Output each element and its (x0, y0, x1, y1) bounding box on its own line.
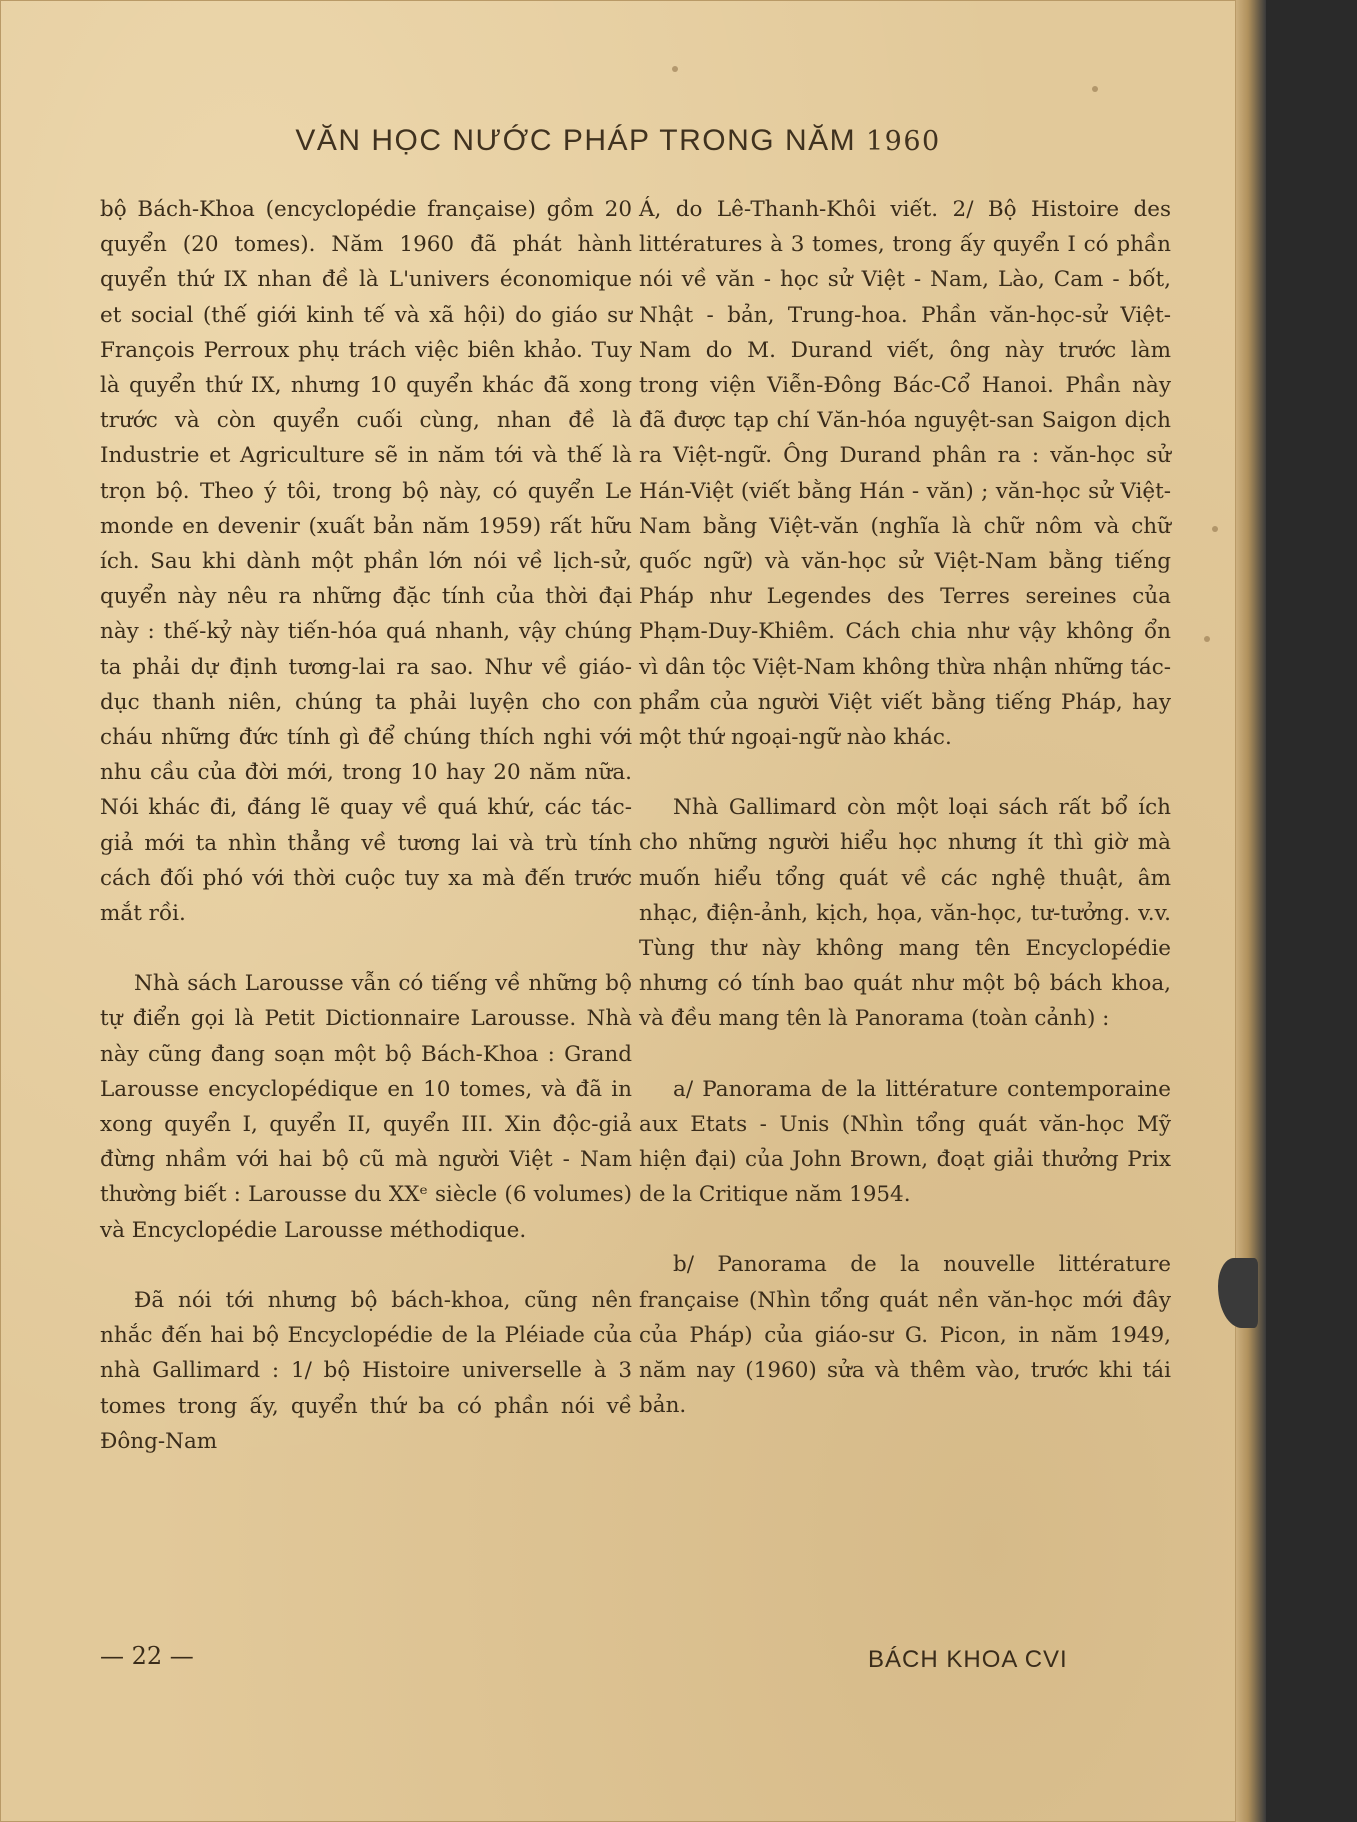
paper-speck (1212, 526, 1218, 532)
paper-speck (1092, 86, 1098, 92)
paragraph: Đã nói tới nhưng bộ bách-khoa, cũng nên nhắc đến hai bộ Encyclopédie de la Pléiade của nhà Gallimard : 1/ bộ Histoire universelle à 3 tomes trong ấy, quyển thứ ba có phần nói về Đông-Nam (100, 1287, 632, 1454)
paragraph: bộ Bách-Khoa (encyclopédie française) gồm 20 quyển (20 tomes). Năm 1960 đã phát hành quyển thứ IX nhan đề là L'univers économique et social (thế giới kinh tế và xã hội) do giáo sư François Perroux phụ trách việc biên khảo. Tuy là quyển thứ IX, nhưng 10 quyển khác đã xong trước và còn quyển cuối cùng, nhan đề là Industrie et Agriculture sẽ in năm tới và thế là trọn bộ. Theo ý tôi, trong bộ này, có quyển Le monde en devenir (xuất bản năm 1959) rất hữu ích. Sau khi dành một phần lớn nói về lịch-sử, quyển này nêu ra những đặc tính của thời đại này : thế-kỷ này tiến-hóa quá nhanh, vậy chúng ta phải dự định tương-lai ra sao. Như về giáo-dục thanh niên, chúng ta phải luyện cho con cháu những đức tính gì để chúng thích nghi với nhu cầu của đời mới, trong 10 hay 20 năm nữa. Nói khác đi, đáng lẽ quay về quá khứ, các tác-giả mới ta nhìn thẳng về tương lai và trù tính cách đối phó với thời cuộc tuy xa mà đến trước mắt rồi. (100, 197, 632, 927)
paragraph: a/ Panorama de la littérature contemporaine aux Etats - Unis (Nhìn tổng quát văn-học Mỹ hiện đại) của John Brown, đoạt giải thưởng Prix de la Critique năm 1954. (639, 1076, 1171, 1208)
paragraph: b/ Panorama de la nouvelle littérature française (Nhìn tổng quát nền văn-học mới đây của Pháp) của giáo-sư G. Picon, in năm 1949, năm nay (1960) sửa và thêm vào, trước khi tái bản. (639, 1252, 1171, 1419)
header-title: VĂN HỌC NƯỚC PHÁP TRONG NĂM (295, 124, 857, 157)
right-column (639, 192, 1171, 1424)
page-header (0, 124, 1236, 158)
page-edge (1236, 0, 1266, 1822)
paper-speck (1204, 636, 1210, 642)
left-column (100, 192, 632, 1459)
paragraph: Nhà Gallimard còn một loại sách rất bổ ích cho những người hiểu học nhưng ít thì giờ mà muốn hiểu tổng quát về các nghệ thuật, âm nhạc, điện-ảnh, kịch, họa, văn-học, tư-tưởng. v.v. Tùng thư này không mang tên Encyclopédie nhưng có tính bao quát như một bộ bách khoa, và đều mang tên là Panorama (toàn cảnh) : (639, 795, 1171, 1032)
page-number: — 22 — (100, 1642, 194, 1670)
header-year: 1960 (865, 126, 941, 157)
paragraph: Nhà sách Larousse vẫn có tiếng về những bộ tự điển gọi là Petit Dictionnaire Larousse. Nhà này cũng đang soạn một bộ Bách-Khoa : Grand Larousse encyclopédique en 10 tomes, và đã in xong quyển I, quyển II, quyển III. Xin độc-giả đừng nhầm với hai bộ cũ mà người Việt - Nam thường biết : Larousse du XXᵉ siècle (6 volumes) và Encyclopédie Larousse méthodique. (100, 971, 632, 1243)
magazine-name: BÁCH KHOA CVI (868, 1646, 1068, 1673)
paragraph: Á, do Lê-Thanh-Khôi viết. 2/ Bộ Histoire des littératures à 3 tomes, trong ấy quyển I có phần nói về văn - học sử Việt - Nam, Lào, Cam - bốt, Nhật - bản, Trung-hoa. Phần văn-học-sử Việt-Nam do M. Durand viết, ông này trước làm trong viện Viễn-Đông Bác-Cổ Hanoi. Phần này đã được tạp chí Văn-hóa nguyệt-san Saigon dịch ra Việt-ngữ. Ông Durand phân ra : văn-học sử Hán-Việt (viết bằng Hán - văn) ; văn-học sử Việt-Nam bằng Việt-văn (nghĩa là chữ nôm và chữ quốc ngữ) và văn-học sử Việt-Nam bằng tiếng Pháp như Legendes des Terres sereines của Phạm-Duy-Khiêm. Cách chia như vậy không ổn vì dân tộc Việt-Nam không thừa nhận những tác-phẩm của người Việt viết bằng tiếng Pháp, hay một thứ ngoại-ngữ nào khác. (639, 197, 1171, 751)
paper-speck (672, 66, 678, 72)
